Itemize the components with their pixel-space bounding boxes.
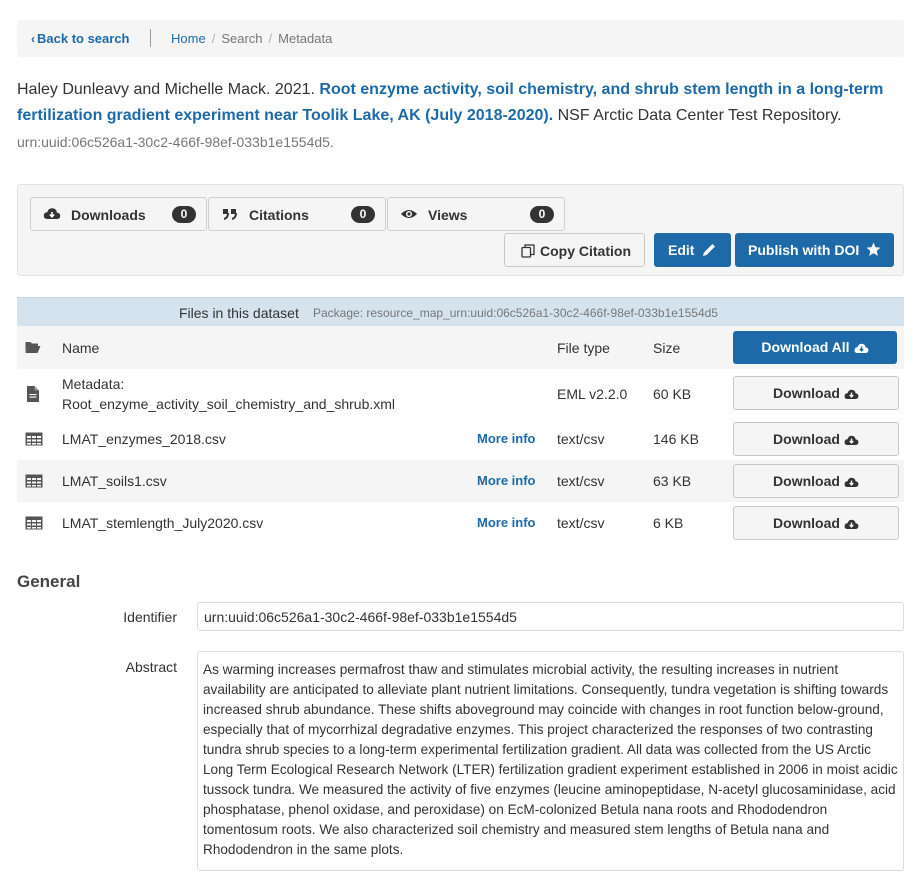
divider bbox=[150, 29, 151, 47]
download-button[interactable]: Download bbox=[733, 376, 899, 410]
download-button[interactable]: Download bbox=[733, 506, 899, 540]
citation-identifier: urn:uuid:06c526a1-30c2-466f-98ef-033b1e1554d5. bbox=[17, 134, 334, 150]
views-count: 0 bbox=[530, 206, 554, 223]
star-icon bbox=[866, 242, 881, 257]
file-row-metadata bbox=[17, 370, 904, 418]
abstract-field[interactable]: As warming increases permafrost thaw and stimulates microbial activity, the resulting increases in nutrient availability are anticipated to alleviate plant nutrient limitations. Consequently, tundra vegetation is shifting towards increased shrub abundance. These shifts aboveground may coincide with changes in root function below-ground, especially that of mycorrhizal degradative enzymes. This project characterized the responses of two contrasting tundra shrub species to a long-term experimental fertilization gradient. All data was collected from the US Arctic Long Term Ecological Research Network (LTER) fertilization gradient experiment established in 2006 in moist acidic tussock tundra. We measured the activity of five enzymes (leucine aminopeptidase, N-acetyl glucosaminidase, acid phosphatase, phenol oxidase, and peroxidase) on EcM-colonized Betula nana roots and Rhododendron tomentosum roots. We also characterized soil chemistry and measured stem lengths of Betula nana and Rhododendron in the same plots. bbox=[197, 651, 904, 871]
copy-citation-button[interactable]: Copy Citation bbox=[504, 233, 645, 267]
downloads-metric[interactable]: Downloads 0 bbox=[30, 197, 207, 231]
cloud-download-icon bbox=[43, 206, 61, 222]
citations-metric[interactable]: Citations 0 bbox=[208, 197, 386, 231]
folder-open-icon bbox=[25, 340, 41, 354]
cloud-download-icon bbox=[844, 476, 859, 488]
column-name: Name bbox=[62, 340, 100, 356]
file-size: 60 KB bbox=[653, 386, 692, 402]
downloads-count: 0 bbox=[172, 206, 196, 223]
abstract-label: Abstract bbox=[125, 659, 177, 675]
breadcrumb: Home / Search / Metadata bbox=[171, 31, 333, 46]
section-title-general: General bbox=[17, 572, 81, 591]
citation bbox=[17, 77, 897, 156]
file-row-stemlength bbox=[17, 502, 904, 544]
file-row-enzymes bbox=[17, 418, 904, 460]
download-all-button[interactable]: Download All bbox=[733, 331, 897, 364]
file-size: 6 KB bbox=[653, 515, 684, 531]
file-size: 146 KB bbox=[653, 431, 699, 447]
file-name: LMAT_stemlength_July2020.csv bbox=[62, 515, 264, 531]
cloud-download-icon bbox=[844, 518, 859, 530]
document-icon bbox=[27, 386, 39, 402]
file-size: 63 KB bbox=[653, 473, 692, 489]
citation-publisher: NSF Arctic Data Center Test Repository. bbox=[557, 107, 842, 124]
file-type: text/csv bbox=[557, 431, 605, 447]
metrics-toolbar bbox=[17, 184, 904, 276]
back-to-search-link[interactable]: ‹ Back to search bbox=[31, 31, 130, 46]
files-header bbox=[17, 297, 904, 326]
file-type: text/csv bbox=[557, 515, 605, 531]
cloud-download-icon bbox=[854, 342, 869, 354]
download-button[interactable]: Download bbox=[733, 422, 899, 456]
citations-count: 0 bbox=[351, 206, 375, 223]
identifier-label: Identifier bbox=[123, 609, 177, 625]
files-title: Files in this dataset bbox=[179, 305, 299, 321]
breadcrumb-home[interactable]: Home bbox=[171, 31, 206, 46]
file-type: text/csv bbox=[557, 473, 605, 489]
more-info-link[interactable]: More info bbox=[477, 431, 536, 446]
quote-icon bbox=[221, 206, 239, 222]
table-icon bbox=[25, 432, 43, 446]
download-button[interactable]: Download bbox=[733, 464, 899, 498]
views-metric[interactable]: Views 0 bbox=[387, 197, 565, 231]
files-column-header bbox=[17, 326, 904, 369]
citation-title[interactable]: Root enzyme activity, soil chemistry, and shrub stem length in a long-term fertilization gradient experiment near Toolik Lake, AK (July 2018-2020). bbox=[17, 81, 884, 124]
edit-button[interactable]: Edit bbox=[654, 233, 731, 267]
chevron-left-icon: ‹ bbox=[31, 32, 35, 46]
citation-authors: Haley Dunleavy and Michelle Mack. 2021. bbox=[17, 81, 315, 98]
column-size: Size bbox=[653, 340, 681, 356]
file-name: LMAT_enzymes_2018.csv bbox=[62, 431, 226, 447]
file-type: EML v2.2.0 bbox=[557, 386, 628, 402]
file-row-soils bbox=[17, 460, 904, 502]
more-info-link[interactable]: More info bbox=[477, 515, 536, 530]
copy-icon bbox=[521, 244, 535, 258]
breadcrumb-metadata: Metadata bbox=[278, 31, 333, 46]
publish-with-doi-button[interactable]: Publish with DOI bbox=[735, 233, 894, 267]
file-name: Metadata: Root_enzyme_activity_soil_chemistry_and_shrub.xml bbox=[62, 376, 396, 412]
table-icon bbox=[25, 474, 43, 488]
package-id: Package: resource_map_urn:uuid:06c526a1-30c2-466f-98ef-033b1e1554d5 bbox=[313, 306, 718, 320]
eye-icon bbox=[400, 206, 418, 222]
more-info-link[interactable]: More info bbox=[477, 473, 536, 488]
breadcrumb-search: Search bbox=[221, 31, 263, 46]
cloud-download-icon bbox=[844, 388, 859, 400]
column-file-type: File type bbox=[557, 340, 610, 356]
table-icon bbox=[25, 516, 43, 530]
file-name: LMAT_soils1.csv bbox=[62, 473, 167, 489]
pencil-icon bbox=[701, 242, 717, 258]
cloud-download-icon bbox=[844, 434, 859, 446]
breadcrumb-bar bbox=[17, 20, 904, 57]
identifier-field[interactable]: urn:uuid:06c526a1-30c2-466f-98ef-033b1e1554d5 bbox=[197, 602, 904, 631]
